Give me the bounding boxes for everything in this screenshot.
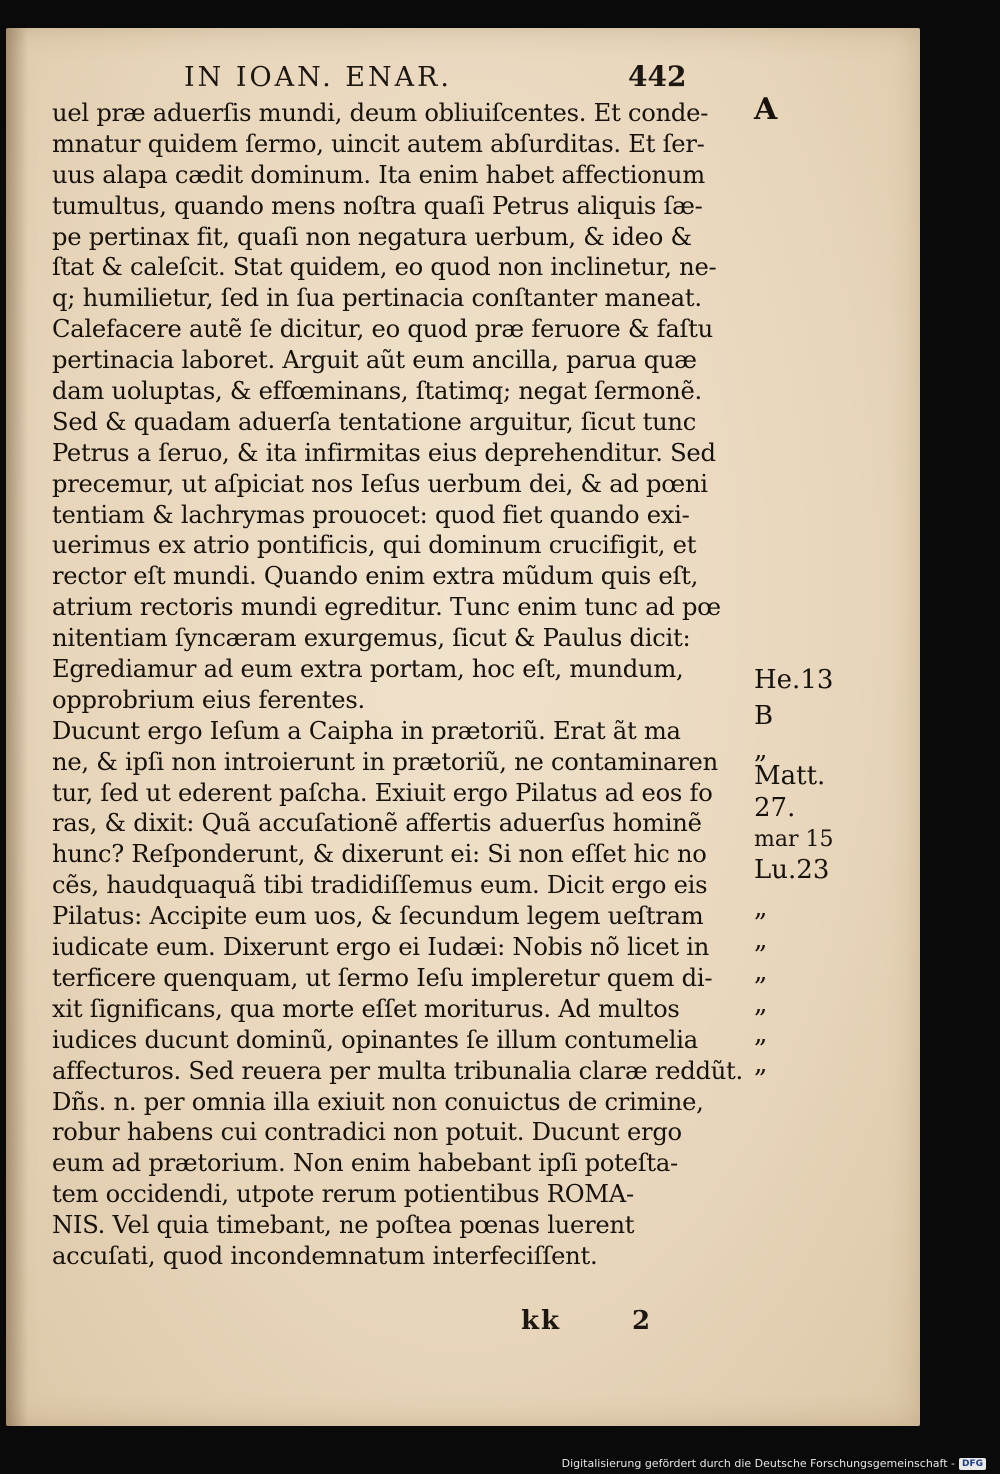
text-line: cẽs, haudquaquã tibi tradidiſſemus eum. Dicit ergo eis — [52, 871, 708, 900]
text-line: Petrus a ſeruo, & ita infirmitas eius deprehenditur. Sed — [52, 438, 716, 467]
text-line: affecturos. Sed reuera per multa tribunalia claræ reddũt. — [52, 1056, 743, 1085]
text-line: terficere quenquam, ut ſermo Ieſu impleretur quem di- — [52, 963, 713, 992]
page-number: 442 — [628, 60, 687, 93]
text-line: uel præ aduerſis mundi, deum obliuiſcentes. Et conde- — [52, 99, 709, 127]
text-line: ne, & ipſi non introierunt in prætoriũ, ne contaminaren — [52, 747, 718, 776]
text-line: Sed & quadam aduerſa tentatione arguitur, ſicut tunc — [52, 407, 697, 436]
footer-credit-text: Digitalisierung gefördert durch die Deutsche Forschungsgemeinschaft - — [561, 1457, 955, 1470]
text-line: Egrediamur ad eum extra portam, hoc eſt, mundum, — [52, 655, 684, 684]
text-line: tentiam & lachrymas prouocet: quod fiet quando exi- — [52, 500, 690, 529]
text-line: ras, & dixit: Quã accuſationẽ affertis aduerſus hominẽ — [52, 809, 702, 838]
text-line: dam uoluptas, & effœminans, ſtatimq; negat ſermonẽ. — [52, 377, 702, 406]
margin-ref-matthew: Matt. — [754, 761, 826, 791]
margin-quote-mark: „ — [754, 893, 768, 923]
text-line: mnatur quidem ſermo, uincit autem abſurditas. Et ſer- — [52, 129, 705, 158]
text-line: iudices ducunt dominũ, opinantes ſe illum contumelia — [52, 1025, 698, 1054]
book-page — [6, 28, 920, 1426]
text-line: uus alapa cædit dominum. Ita enim habet affectionum — [52, 160, 705, 189]
margin-quote-mark: „ — [754, 735, 768, 765]
margin-ref-luke: Lu.23 — [754, 855, 830, 885]
dfg-logo-icon: DFG — [959, 1458, 986, 1470]
text-line: q; humilietur, ſed in ſua pertinacia conſtanter maneat. — [52, 284, 702, 313]
footer-credit — [562, 1457, 986, 1470]
text-line: ſtat & caleſcit. Stat quidem, eo quod non inclinetur, ne- — [52, 253, 717, 282]
text-line: rector eſt mundi. Quando enim extra mũdum quis eſt, — [52, 562, 699, 591]
running-head: IN IOAN. ENAR. — [184, 62, 452, 93]
text-line: accuſati, quod incondemnatum interfeciſſent. — [52, 1241, 598, 1270]
gutter-shadow — [6, 28, 28, 1426]
margin-notes — [754, 28, 904, 1426]
signature-mark: kk — [521, 1306, 562, 1336]
text-line: precemur, ut aſpiciat nos Ieſus uerbum dei, & ad pœni — [52, 469, 708, 498]
text-line: uerimus ex atrio pontificis, qui dominum crucifigit, et — [52, 531, 697, 560]
body-text — [52, 98, 752, 1272]
text-line: pe pertinax fit, quaſi non negatura uerbum, & ideo & — [52, 222, 692, 251]
margin-quote-mark: „ — [754, 957, 768, 987]
text-line: Dñs. n. per omnia illa exiuit non conuictus de crimine, — [52, 1087, 704, 1116]
margin-quote-mark: „ — [754, 1049, 768, 1079]
text-line: xit ſignificans, qua morte eſſet moriturus. Ad multos — [52, 994, 680, 1023]
signature-number: 2 — [632, 1306, 651, 1336]
text-line: NIS. Vel quia timebant, ne poſtea pœnas luerent — [52, 1211, 635, 1240]
text-line: atrium rectoris mundi egreditur. Tunc enim tunc ad pœ — [52, 593, 721, 622]
margin-quote-mark: „ — [754, 989, 768, 1019]
margin-section-b: B — [754, 701, 774, 731]
text-line: Ducunt ergo Ieſum a Caipha in prætoriũ. Erat ãt ma — [52, 716, 681, 745]
text-line: eum ad prætorium. Non enim habebant ipſi poteſta- — [52, 1149, 678, 1178]
margin-ref-matthew-chapter: 27. — [754, 793, 796, 823]
text-line: tem occidendi, utpote rerum potientibus ROMA- — [52, 1180, 634, 1209]
text-line: tumultus, quando mens noſtra quaſi Petrus aliquis ſæ- — [52, 191, 703, 220]
margin-quote-mark: „ — [754, 925, 768, 955]
text-line: opprobrium eius ferentes. — [52, 685, 365, 714]
text-line: nitentiam ſyncæram exurgemus, ſicut & Paulus dicit: — [52, 624, 691, 653]
text-line: hunc? Reſponderunt, & dixerunt ei: Si non eſſet hic no — [52, 840, 707, 869]
text-line: Pilatus: Accipite eum uos, & ſecundum legem ueſtram — [52, 902, 704, 931]
margin-ref-mark: mar 15 — [754, 827, 834, 852]
text-line: Calefacere autẽ ſe dicitur, eo quod præ feruore & faſtu — [52, 315, 713, 344]
text-line: tur, ſed ut ederent paſcha. Exiuit ergo Pilatus ad eos fo — [52, 778, 713, 807]
margin-section-a: A — [754, 92, 778, 127]
margin-quote-mark: „ — [754, 1019, 768, 1049]
text-line: pertinacia laboret. Arguit aũt eum ancilla, parua quæ — [52, 346, 697, 375]
text-line: iudicate eum. Dixerunt ergo ei Iudæi: Nobis nõ licet in — [52, 933, 710, 962]
margin-ref-hebrews: He.13 — [754, 665, 834, 695]
text-line: robur habens cui contradici non potuit. Ducunt ergo — [52, 1118, 682, 1147]
